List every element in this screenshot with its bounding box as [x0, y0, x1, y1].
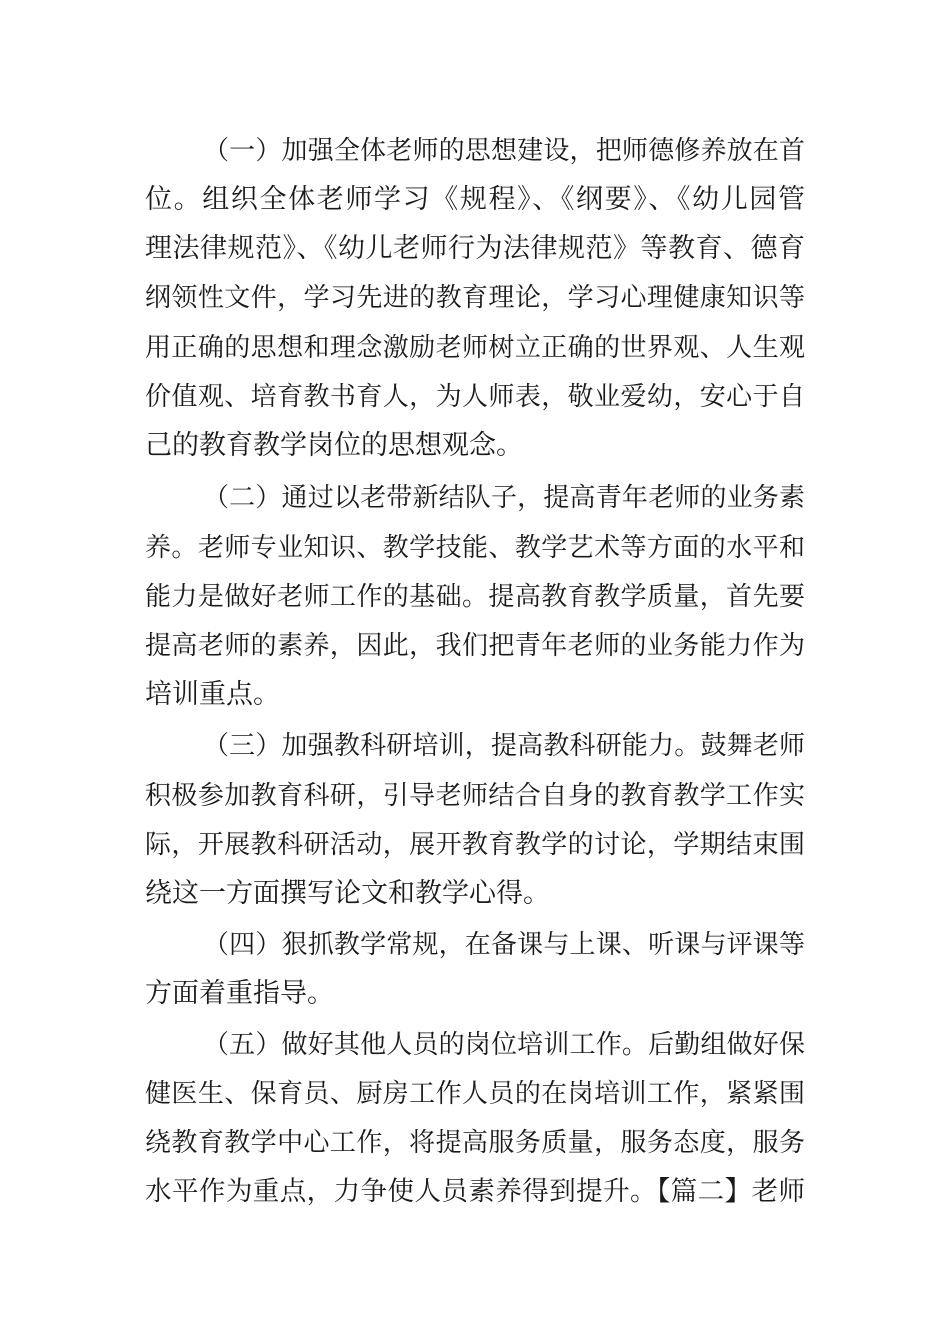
text-line: 养。老师专业知识、教学技能、教学艺术等方面的水平和 [145, 533, 805, 563]
text-line: 培训重点。 [145, 679, 280, 710]
text-line: 绕教育教学中心工作，将提高服务质量，服务态度，服务 [145, 1128, 805, 1158]
text-line: 健医生、保育员、厨房工作人员的在岗培训工作，紧紧围 [145, 1079, 805, 1109]
text-line: 际，开展教科研活动，展开教育教学的讨论，学期结束围 [145, 830, 805, 860]
text-line: （五）做好其他人员的岗位培训工作。后勤组做好保 [203, 1030, 805, 1060]
text-line: （三）加强教科研培训，提高教科研能力。鼓舞老师 [203, 731, 805, 761]
text-line: 价值观、培育教书育人，为人师表，敬业爱幼，安心于自 [145, 382, 805, 412]
text-line: （一）加强全体老师的思想建设，把师德修养放在首 [203, 136, 805, 166]
text-line: （二）通过以老带新结队子，提高青年老师的业务素 [203, 483, 805, 513]
text-line: 方面着重指导。 [145, 978, 334, 1009]
text-line: 己的教育教学岗位的思想观念。 [145, 430, 523, 461]
text-line: 提高老师的素养，因此，我们把青年老师的业务能力作为 [145, 631, 805, 661]
text-line: （四）狠抓教学常规，在备课与上课、听课与评课等 [203, 930, 805, 960]
text-line: 理法律规范》、《幼儿老师行为法律规范》等教育、德育 [145, 233, 805, 264]
text-line: 水平作为重点，力争使人员素养得到提升。【篇二】老师 [145, 1176, 805, 1207]
text-line: 能力是做好老师工作的基础。提高教育教学质量，首先要 [145, 582, 805, 612]
text-line: 积极参加教育科研，引导老师结合自身的教育教学工作实 [145, 781, 805, 811]
text-line: 用正确的思想和理念激励老师树立正确的世界观、人生观 [145, 333, 805, 363]
text-line: 纲领性文件，学习先进的教育理论，学习心理健康知识等 [145, 283, 805, 313]
text-line: 位。组织全体老师学习《规程》、《纲要》、《幼儿园管 [145, 184, 805, 215]
text-line: 绕这一方面撰写论文和教学心得。 [145, 878, 550, 909]
